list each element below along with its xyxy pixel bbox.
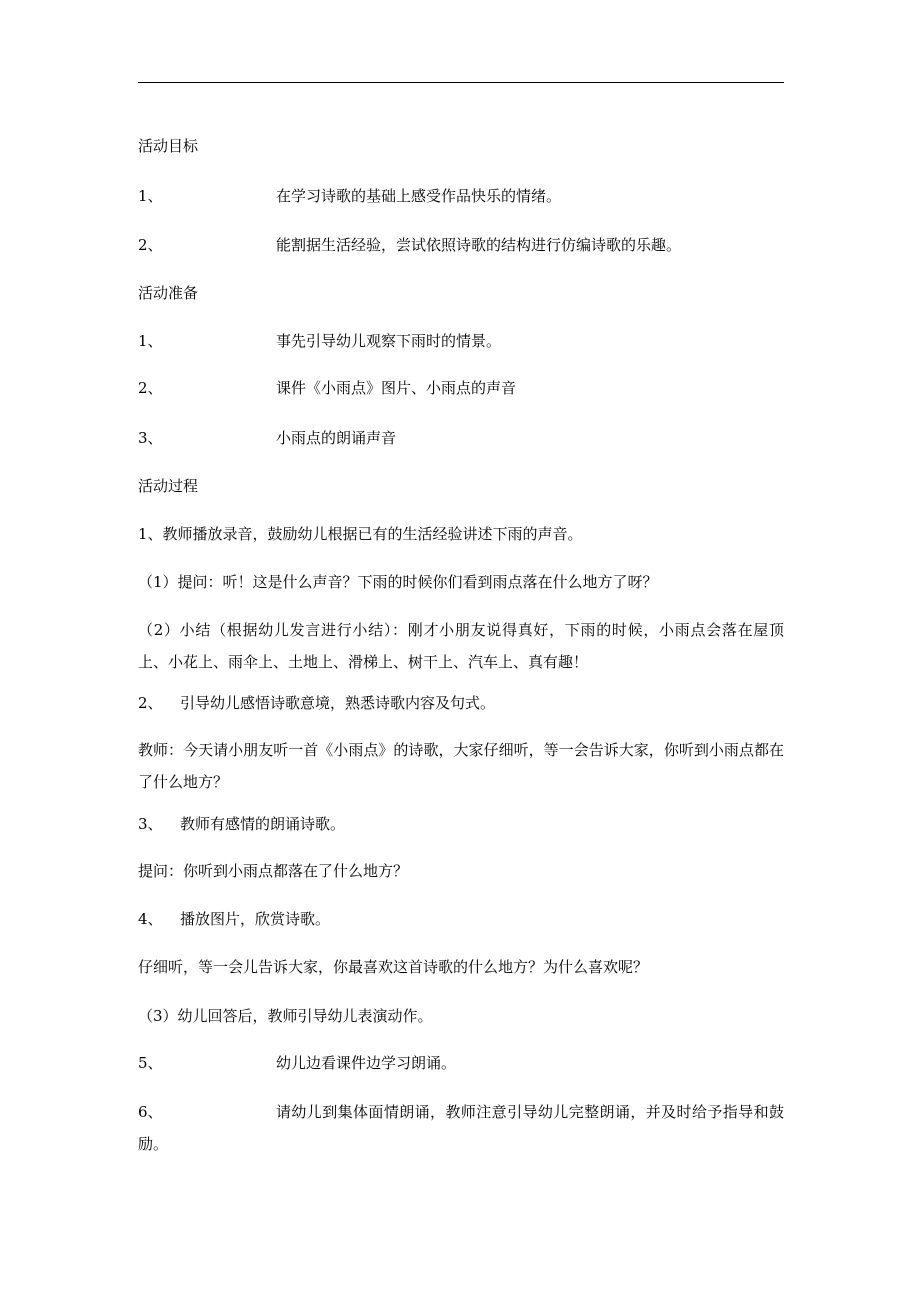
heading-process: 活动过程 bbox=[138, 477, 199, 495]
prep-2-number: 2、 bbox=[138, 379, 163, 397]
prep-2-text: 课件《小雨点》图片、小雨点的声音 bbox=[276, 379, 517, 397]
step-6-number: 6、 bbox=[138, 1103, 163, 1121]
prep-3-number: 3、 bbox=[138, 429, 163, 447]
prep-3-text: 小雨点的朗诵声音 bbox=[276, 429, 397, 447]
step-2-text: 引导幼儿感悟诗歌意境，熟悉诗歌内容及句式。 bbox=[180, 694, 496, 712]
goal-1-number: 1、 bbox=[138, 187, 163, 205]
process-summary-2: （2）小结（根据幼儿发言进行小结）：刚才小朋友说得真好，下雨的时候，小雨点会落在屋顶上、小花上、雨伞上、土地上、滑梯上、树干上、汽车上、真有趣！ bbox=[138, 621, 784, 671]
process-step-4 bbox=[138, 909, 330, 929]
step-2-number: 2、 bbox=[138, 694, 163, 712]
listen-paragraph: 仔细听，等一会儿告诉大家，你最喜欢这首诗歌的什么地方？为什么喜欢呢？ bbox=[138, 958, 649, 976]
process-step-3 bbox=[138, 814, 345, 834]
process-step-2 bbox=[138, 693, 495, 713]
heading-prep: 活动准备 bbox=[138, 284, 199, 302]
goal-2-text: 能割据生活经验，尝试依照诗歌的结构进行仿编诗歌的乐趣。 bbox=[276, 236, 682, 254]
question-paragraph: 提问：你听到小雨点都落在了什么地方？ bbox=[138, 862, 409, 880]
process-question-1: （1）提问：听！这是什么声音？下雨的时候你们看到雨点落在什么地方了呀？ bbox=[138, 573, 658, 591]
process-step-1: 1、教师播放录音，鼓励幼儿根据已有的生活经验讲述下雨的声音。 bbox=[138, 525, 583, 543]
goal-1-text: 在学习诗歌的基础上感受作品快乐的情绪。 bbox=[276, 187, 562, 205]
step-3-text: 教师有感情的朗诵诗歌。 bbox=[180, 815, 346, 833]
prep-1-text: 事先引导幼儿观察下雨时的情景。 bbox=[276, 332, 502, 350]
step-6-text: 请幼儿到集体面情朗诵，教师注意引导幼儿完整朗诵，并及时给予指导和鼓励。 bbox=[138, 1103, 784, 1153]
step-4-text: 播放图片，欣赏诗歌。 bbox=[180, 910, 331, 928]
header-rule bbox=[138, 82, 784, 83]
prep-1-number: 1、 bbox=[138, 332, 163, 350]
step-5-text: 幼儿边看课件边学习朗诵。 bbox=[276, 1054, 457, 1072]
step-3-number: 3、 bbox=[138, 815, 163, 833]
teacher-paragraph: 教师：今天请小朋友听一首《小雨点》的诗歌，大家仔细听，等一会告诉大家，你听到小雨点都在了什么地方？ bbox=[138, 741, 784, 791]
goal-2-number: 2、 bbox=[138, 236, 163, 254]
process-item-3: （3）幼儿回答后，教师引导幼儿表演动作。 bbox=[138, 1007, 433, 1025]
heading-goals: 活动目标 bbox=[138, 137, 199, 155]
step-5-number: 5、 bbox=[138, 1054, 163, 1072]
step-4-number: 4、 bbox=[138, 910, 163, 928]
